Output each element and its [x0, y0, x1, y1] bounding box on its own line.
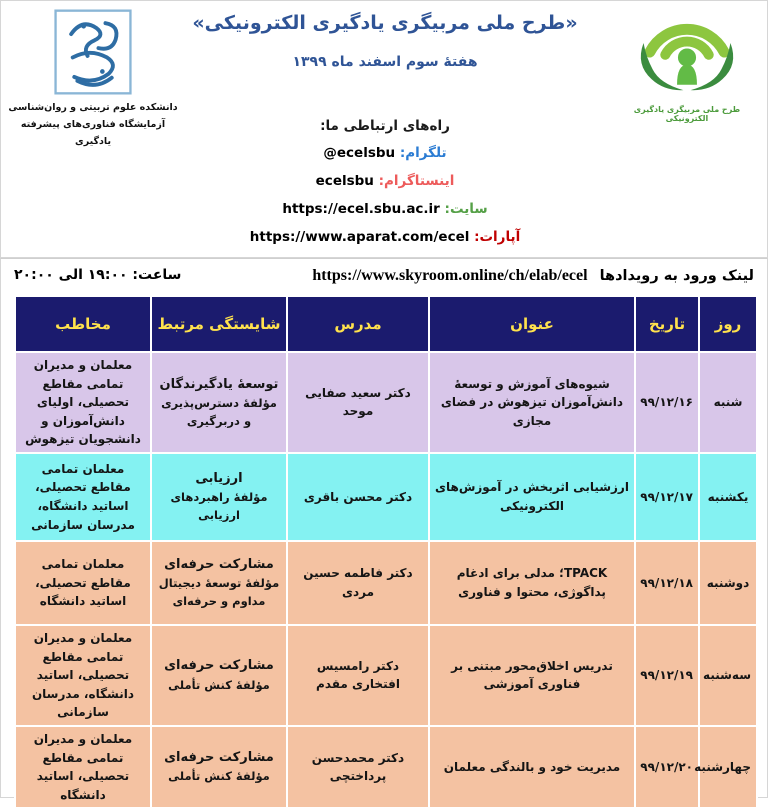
- events-link-row: [312, 267, 754, 285]
- cell-competency: [151, 625, 287, 726]
- cell-instructor: دکتر محمدحسن پرداختچی: [287, 726, 429, 808]
- cell-day: سه‌شنبه: [699, 625, 757, 726]
- cell-date: ۹۹/۱۲/۱۹: [635, 625, 699, 726]
- schedule-section: [0, 258, 768, 802]
- cell-audience: معلمان تمامی مقاطع تحصیلی، اساتید دانشگاه: [15, 541, 151, 625]
- site-url[interactable]: https://ecel.sbu.ac.ir: [282, 201, 440, 217]
- time-label: ساعت: ۱۹:۰۰ الی ۲۰:۰۰: [14, 267, 182, 283]
- program-logo-block: [617, 5, 757, 123]
- telegram-line: [185, 139, 585, 167]
- aparat-url[interactable]: https://www.aparat.com/ecel: [249, 229, 470, 245]
- site-label: سایت:: [444, 201, 488, 217]
- col-header-date: تاریخ: [635, 296, 699, 352]
- table-row: [15, 541, 757, 625]
- competency-name: مشارکت حرفه‌ای: [164, 557, 274, 573]
- cell-instructor: دکتر سعید صفایی موحد: [287, 352, 429, 453]
- cell-instructor: دکتر فاطمه حسین مردی: [287, 541, 429, 625]
- col-header-competency: شایستگی مرتبط: [151, 296, 287, 352]
- instagram-line: [185, 167, 585, 195]
- table-header-row: [15, 296, 757, 352]
- col-header-instructor: مدرس: [287, 296, 429, 352]
- contact-block: [185, 113, 585, 251]
- cell-title: شیوه‌های آموزش و توسعهٔ دانش‌آموزان تیزهوش در فضای مجازی: [429, 352, 635, 453]
- cell-audience: معلمان تمامی مقاطع تحصیلی، اساتید دانشگاه، مدرسان سازمانی: [15, 453, 151, 541]
- col-header-audience: مخاطب: [15, 296, 151, 352]
- poster-title: «طرح ملی مربیگری یادگیری الکترونیکی»: [192, 12, 578, 34]
- competency-name: ارزیابی: [195, 471, 243, 487]
- time-and-link-row: [1, 259, 767, 285]
- cell-audience: معلمان و مدیران تمامی مقاطع تحصیلی، اساتید دانشگاه: [15, 726, 151, 808]
- cell-date: ۹۹/۱۲/۱۸: [635, 541, 699, 625]
- title-block: [185, 11, 585, 70]
- competency-component: مؤلفهٔ راهبردهای ارزیابی: [170, 490, 268, 523]
- cell-competency: [151, 541, 287, 625]
- cell-competency: [151, 453, 287, 541]
- poster-subtitle: هفتهٔ سوم اسفند ماه ۱۳۹۹: [292, 53, 478, 70]
- cell-date: ۹۹/۱۲/۱۷: [635, 453, 699, 541]
- cell-title: ارزشیابی اثربخش در آموزش‌های الکترونیکی: [429, 453, 635, 541]
- table-row: [15, 352, 757, 453]
- events-link-url[interactable]: https://www.skyroom.online/ch/elab/ecel: [312, 267, 588, 284]
- competency-name: توسعهٔ یادگیرندگان: [159, 376, 279, 392]
- cell-date: ۹۹/۱۲/۱۶: [635, 352, 699, 453]
- cell-audience: معلمان و مدیران تمامی مقاطع تحصیلی، اساتید دانشگاه، مدرسان سازمانی: [15, 625, 151, 726]
- table-row: [15, 726, 757, 808]
- site-line: [185, 195, 585, 223]
- cell-day: دوشنبه: [699, 541, 757, 625]
- cell-day: چهارشنبه: [699, 726, 757, 808]
- cell-instructor: دکتر رامسیس افتخاری مقدم: [287, 625, 429, 726]
- program-logo-caption: طرح ملی مربیگری یادگیری الکترونیکی: [633, 105, 741, 123]
- telegram-label: تلگرام:: [399, 145, 447, 161]
- lab-caption: آزمایشگاه فناوری‌های پیشرفته یادگیری: [20, 119, 166, 147]
- competency-component: مؤلفهٔ کنش تأملی: [168, 769, 270, 784]
- contact-heading: راه‌های ارتباطی ما:: [320, 118, 450, 134]
- competency-component: مؤلفهٔ دسترس‌پذیری و دربرگیری: [161, 395, 277, 428]
- table-row: [15, 625, 757, 726]
- cell-competency: [151, 726, 287, 808]
- program-logo-icon: [628, 86, 746, 105]
- cell-competency: [151, 352, 287, 453]
- cell-title: تدریس اخلاق‌محور مبتنی بر فناوری آموزشی: [429, 625, 635, 726]
- header-section: [0, 0, 768, 258]
- cell-title: TPACK؛ مدلی برای ادغام پداگوژی، محتوا و فناوری: [429, 541, 635, 625]
- schedule-table: [14, 295, 758, 809]
- aparat-label: آپارات:: [474, 229, 521, 245]
- col-header-title: عنوان: [429, 296, 635, 352]
- table-row: [15, 453, 757, 541]
- cell-audience: معلمان و مدیران تمامی مقاطع تحصیلی، اولیای دانش‌آموزان و دانشجویان تیزهوش: [15, 352, 151, 453]
- competency-name: مشارکت حرفه‌ای: [164, 750, 274, 766]
- col-header-day: روز: [699, 296, 757, 352]
- university-logo-block: [3, 9, 183, 150]
- events-link-label: لینک ورود به رویدادها: [599, 268, 754, 284]
- instagram-handle[interactable]: ecelsbu: [315, 173, 374, 189]
- aparat-line: [185, 223, 585, 251]
- cell-date: ۹۹/۱۲/۲۰: [635, 726, 699, 808]
- university-logo-icon: [54, 9, 132, 99]
- cell-day: شنبه: [699, 352, 757, 453]
- competency-component: مؤلفهٔ کنش تأملی: [168, 677, 270, 692]
- faculty-caption: دانشکده علوم تربیتی و روان‌شناسی: [8, 102, 178, 113]
- competency-component: مؤلفهٔ توسعهٔ دیجیتال مداوم و حرفه‌ای: [158, 576, 280, 609]
- cell-instructor: دکتر محسن باقری: [287, 453, 429, 541]
- instagram-label: اینستاگرام:: [378, 173, 455, 189]
- telegram-handle[interactable]: @ecelsbu: [323, 145, 396, 161]
- cell-day: یکشنبه: [699, 453, 757, 541]
- competency-name: مشارکت حرفه‌ای: [164, 658, 274, 674]
- cell-title: مدیریت خود و بالندگی معلمان: [429, 726, 635, 808]
